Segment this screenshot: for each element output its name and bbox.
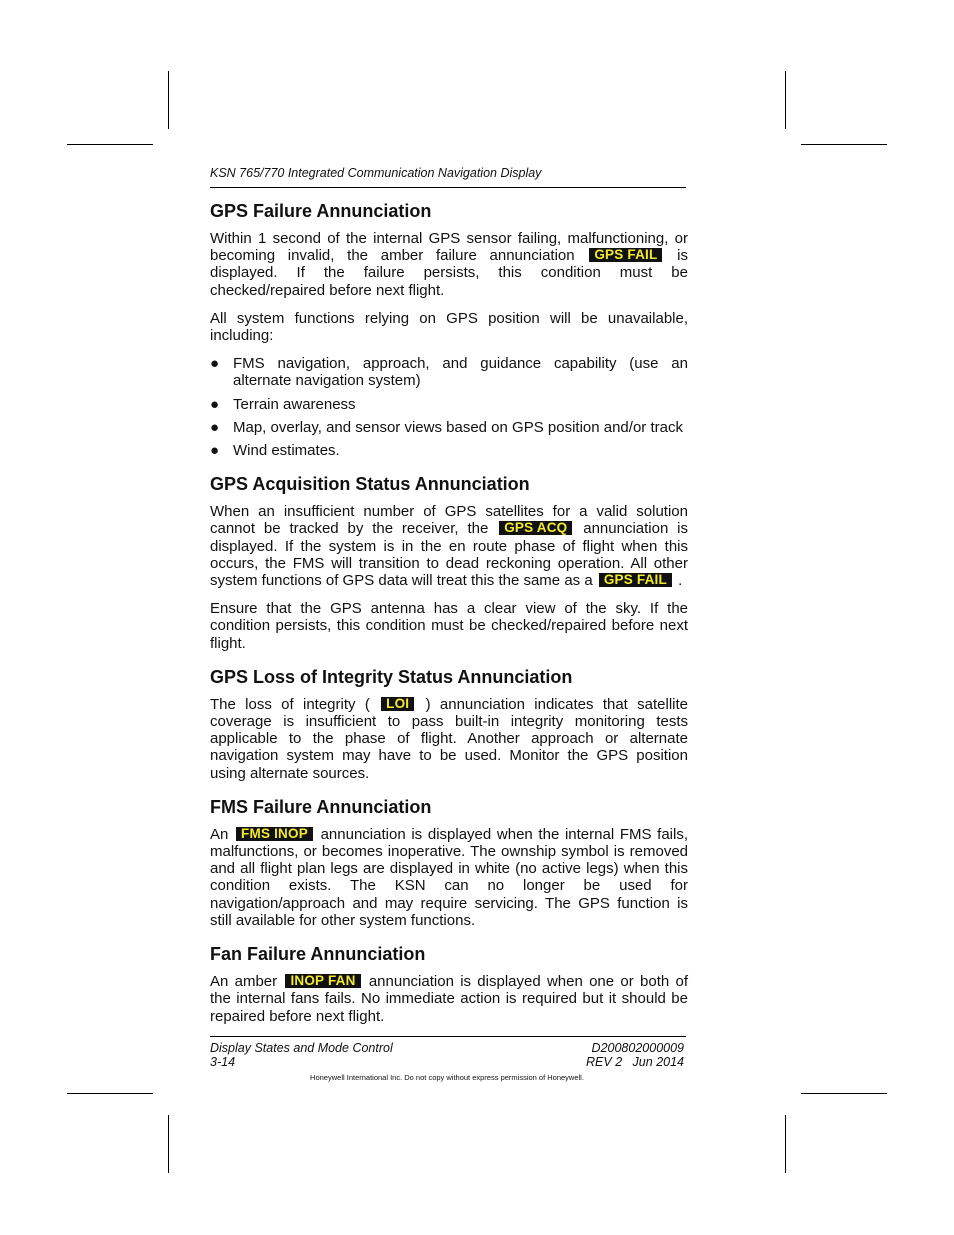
crop-mark (785, 71, 786, 129)
copyright-notice: Honeywell International Inc. Do not copy without express permission of Honeywell. (310, 1073, 584, 1082)
footer-divider (210, 1036, 686, 1037)
section-fan-failure (210, 943, 688, 1025)
crop-mark (801, 1093, 887, 1094)
page-content (210, 200, 688, 1039)
annunciation-gps-fail: GPS FAIL (599, 573, 672, 587)
paragraph: An amber INOP FAN annunciation is displayed when one or both of the internal fans fails. No immediate action is required but it should be repaired before next flight. (210, 973, 688, 1025)
annunciation-gps-acq: GPS ACQ (499, 521, 572, 535)
document-number: D200802000009 (591, 1041, 684, 1055)
section-gps-acquisition (210, 473, 688, 652)
list-item: ● Terrain awareness (210, 395, 356, 413)
document-header (210, 166, 686, 188)
section-heading: GPS Failure Annunciation (210, 201, 432, 221)
crop-mark (168, 71, 169, 129)
annunciation-loi: LOI (381, 697, 414, 711)
paragraph: An FMS INOP annunciation is displayed when the internal FMS fails, malfunctions, or becomes inoperative. The ownship symbol is removed and all flight plan legs are displayed in white (no active legs) when this condition exists. The KSN can no longer be used for navigation/approach and may require servicing. The GPS function is still available for other system functions. (210, 825, 689, 929)
section-heading: Fan Failure Annunciation (210, 944, 426, 965)
paragraph: Ensure that the GPS antenna has a clear view of the sky. If the condition persists, this condition must be checked/repaired before next flight. (210, 600, 688, 652)
section-gps-failure (210, 200, 688, 459)
paragraph: All system functions relying on GPS position will be unavailable, including: (210, 309, 688, 345)
page-number: 3-14 (210, 1055, 236, 1069)
crop-mark (67, 1093, 153, 1094)
annunciation-gps-fail: GPS FAIL (589, 248, 662, 262)
list-item: ● Map, overlay, and sensor views based on GPS position and/or track (210, 418, 683, 436)
crop-mark (168, 1115, 169, 1173)
annunciation-fms-inop: FMS INOP (236, 827, 313, 841)
document-title: KSN 765/770 Integrated Communication Navigation Display (210, 166, 542, 180)
annunciation-inop-fan: INOP FAN (285, 974, 360, 988)
section-heading: GPS Acquisition Status Annunciation (210, 474, 530, 495)
footer-left (210, 1041, 393, 1069)
footer-section-title: Display States and Mode Control (210, 1041, 393, 1055)
paragraph: When an insufficient number of GPS satellites for a valid solution cannot be tracked by the receiver, the GPS ACQ annunciation is displayed. If the system is in the en route phase of flight when this occurs, the FMS will transition to dead reckoning operation. All other system functions of GPS data will treat this the same as a GPS FAIL . (210, 503, 689, 590)
revision-date: REV 2 Jun 2014 (586, 1055, 684, 1069)
crop-mark (67, 144, 153, 145)
section-fms-failure (210, 796, 688, 929)
section-gps-loi (210, 666, 688, 782)
section-heading: FMS Failure Annunciation (210, 796, 432, 817)
crop-mark (801, 144, 887, 145)
paragraph: The loss of integrity ( LOI ) annunciation indicates that satellite coverage is insufficient to pass built-in integrity monitoring tests applicable to the phase of flight. Another approach or alternate navigation system may have to be used. Monitor the GPS position using alternate sources. (210, 695, 689, 782)
crop-mark (785, 1115, 786, 1173)
list-item: ● Wind estimates. (210, 442, 340, 460)
paragraph: Within 1 second of the internal GPS sensor failing, malfunctioning, or becoming invalid, the amber failure annunciation GPS FAIL is displayed. If the failure persists, this condition must be checked/repaired before next flight. (210, 230, 688, 299)
section-heading: GPS Loss of Integrity Status Annunciation (210, 666, 573, 687)
footer-right (586, 1041, 684, 1069)
list-item: ● FMS navigation, approach, and guidance capability (use an alternate navigation system) (210, 355, 688, 390)
bullet-list (210, 355, 688, 459)
